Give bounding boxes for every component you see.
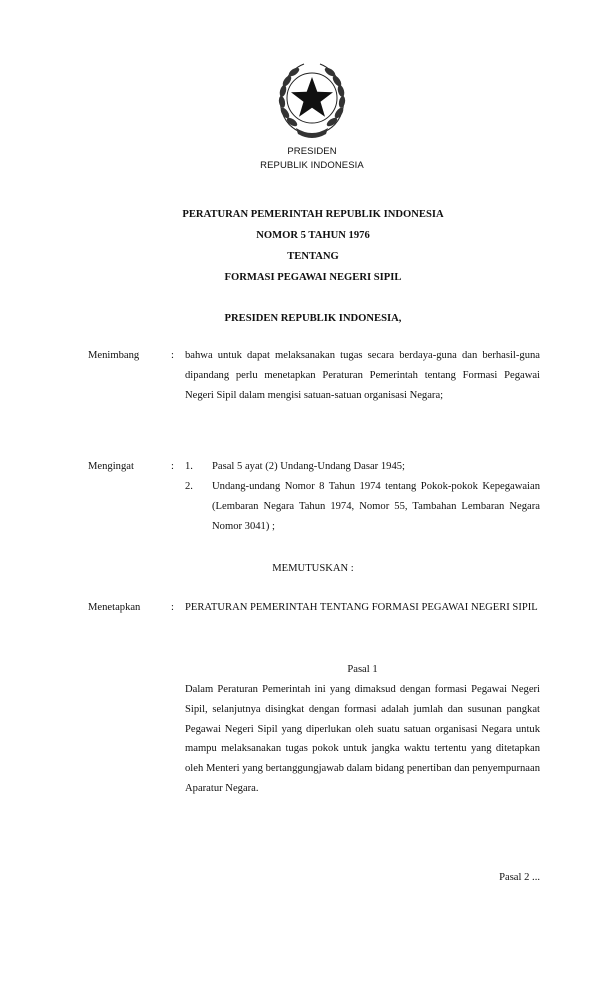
mengingat-colon: : (171, 461, 174, 472)
menetapkan-label: Menetapkan (88, 602, 141, 613)
menetapkan-text: PERATURAN PEMERINTAH TENTANG FORMASI PEGAWAI NEGERI SIPIL (185, 602, 538, 613)
mengingat-item-text: Undang-undang Nomor 8 Tahun 1974 tentang Pokok-pokok Kepegawaian (Lembaran Negara Tahun 1974, Nomor 55, Tambahan Lembaran Negara Nomor 3041) ; (212, 481, 540, 532)
regulation-subject: FORMASI PEGAWAI NEGERI SIPIL (224, 272, 402, 283)
garuda-star-emblem-icon (270, 58, 354, 138)
regulation-number: NOMOR 5 TAHUN 1976 (256, 230, 370, 241)
memutuskan-heading: MEMUTUSKAN : (272, 563, 354, 574)
mengingat-item-num: 1. (185, 461, 193, 472)
menimbang-colon: : (171, 350, 174, 361)
regulation-about: TENTANG (287, 251, 339, 262)
letterhead-line2: REPUBLIK INDONESIA (260, 160, 364, 171)
menetapkan-colon: : (171, 602, 174, 613)
pasal1-heading: Pasal 1 (347, 664, 378, 675)
next-page-indicator: Pasal 2 ... (499, 872, 540, 883)
pasal1-text: Dalam Peraturan Pemerintah ini yang dimaksud dengan formasi Pegawai Negeri Sipil, selanjutnya disingkat dengan formasi adalah jumlah dan susunan pangkat Pegawai Negeri Sipil yang diperlukan oleh suatu satuan organisasi Negara untuk mampu melaksanakan tugas pokok untuk jangka waktu tertentu yang ditetapkan oleh Menteri yang bertanggungjawab dalam bidang penertiban dan penyempurnaan Aparatur Negara. (185, 684, 540, 794)
president-heading: PRESIDEN REPUBLIK INDONESIA, (224, 313, 402, 324)
menimbang-text: bahwa untuk dapat melaksanakan tugas secara berdaya-guna dan berhasil-guna dipandang perlu menetapkan Peraturan Pemerintah tentang Formasi Pegawai Negeri Sipil dalam mengisi satuan-satuan organisasi Negara; (185, 350, 540, 401)
mengingat-label: Mengingat (88, 461, 134, 472)
mengingat-item-num: 2. (185, 481, 193, 492)
letterhead-line1: PRESIDEN (287, 146, 337, 157)
mengingat-item-text: Pasal 5 ayat (2) Undang-Undang Dasar 1945; (212, 461, 405, 472)
regulation-title: PERATURAN PEMERINTAH REPUBLIK INDONESIA (182, 209, 444, 220)
menimbang-label: Menimbang (88, 350, 140, 361)
